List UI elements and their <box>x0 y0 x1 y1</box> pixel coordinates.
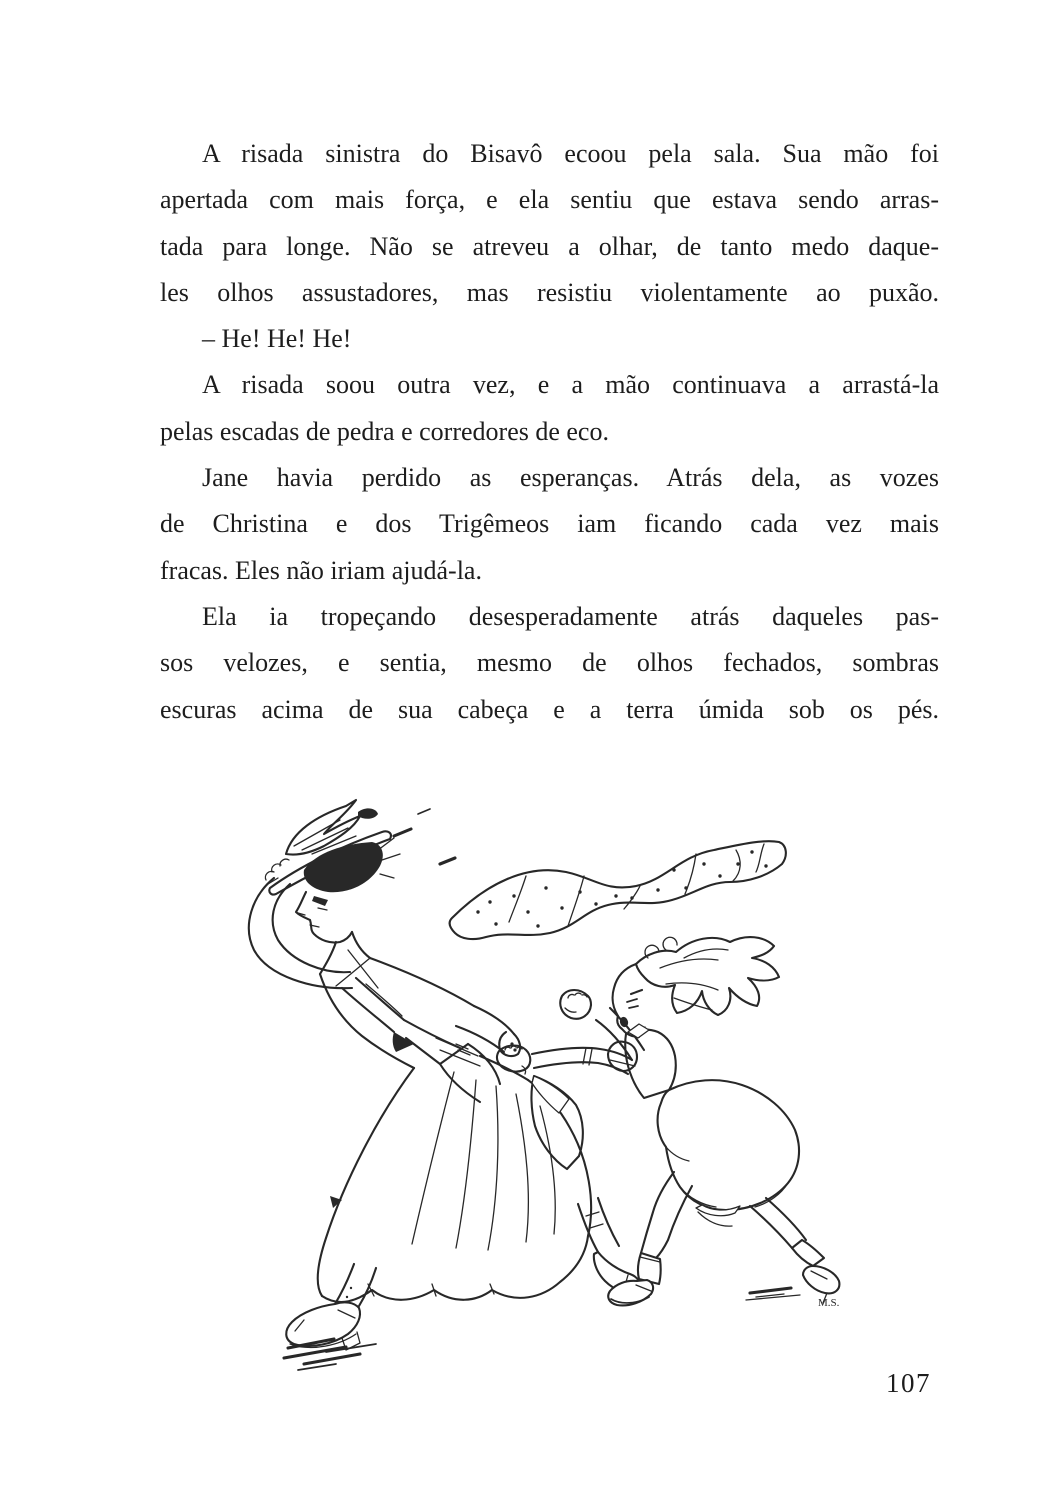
text-line: pelas escadas de pedra e corredores de eco. <box>160 416 609 446</box>
motion-dashes <box>394 809 455 864</box>
polka-dot-scarf <box>450 841 786 939</box>
text-line: tada para longe. Não se atreveu a olhar, de tanto medo daque- <box>160 231 939 261</box>
signature-text: M.S. <box>818 1297 840 1309</box>
illustration-drawing <box>228 792 868 1404</box>
woman-figure <box>249 800 640 1350</box>
girl-legs <box>608 1172 839 1305</box>
jacket-torso <box>320 932 500 1102</box>
text-line: A risada sinistra do Bisavô ecoou pela sala. Sua mão foi <box>202 139 939 168</box>
text-line: escuras acima de sua cabeça e a terra úmida sob os pés. <box>160 694 939 724</box>
text-line: A risada soou outra vez, e a mão continuava a arrastá-la <box>202 370 939 400</box>
girl-figure <box>532 937 839 1305</box>
text-line: Ela ia tropeçando desesperadamente atrás daqueles pas- <box>202 601 939 631</box>
illustrator-signature <box>818 1297 840 1309</box>
illustration-woman-dragging-girl <box>228 792 868 1404</box>
text-line: apertada com mais força, e ela sentiu que estava sendo arras- <box>160 185 939 215</box>
page-number: 107 <box>886 1368 931 1398</box>
text-line: les olhos assustadores, mas resistiu violentamente ao puxão. <box>160 277 939 307</box>
body-text <box>160 131 939 733</box>
woman-face <box>296 892 352 943</box>
gripping-arm <box>456 1006 530 1074</box>
text-line: Jane havia perdido as esperanças. Atrás dela, as vozes <box>202 463 939 493</box>
text-line: de Christina e dos Trigêmeos iam ficando cada vez mais <box>160 509 939 539</box>
dragged-plaid-cloth <box>531 1076 582 1169</box>
text-line: fracas. Eles não iriam ajudá-la. <box>160 555 482 585</box>
winged-hat <box>269 800 400 895</box>
text-line: sos velozes, e sentia, mesmo de olhos fechados, sombras <box>160 648 939 678</box>
plaid-dress <box>608 1024 799 1216</box>
woman-legs <box>286 1198 639 1350</box>
text-line: – He! He! He! <box>202 324 352 354</box>
girl-head <box>613 937 779 1037</box>
